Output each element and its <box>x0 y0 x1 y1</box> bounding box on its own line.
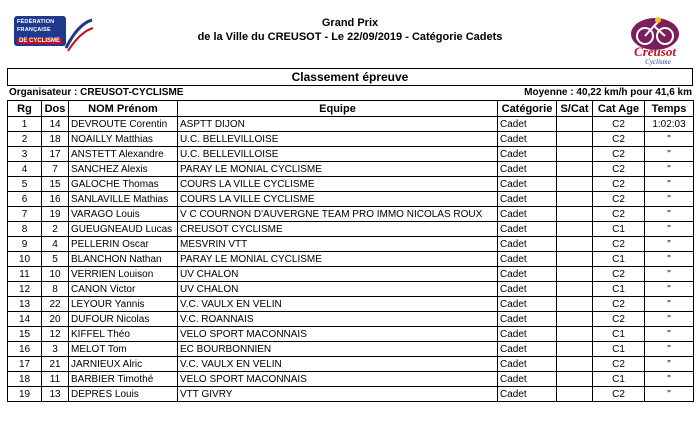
table-row <box>8 147 694 162</box>
cell-temps: " <box>645 177 694 192</box>
cell-temps: " <box>645 342 694 357</box>
cell-equipe: MESVRIN VTT <box>178 237 498 252</box>
section-title: Classement épreuve <box>7 68 693 86</box>
cell-temps: 1:02:03 <box>645 117 694 132</box>
cell-equipe: VELO SPORT MACONNAIS <box>178 372 498 387</box>
cell-scat <box>557 237 593 252</box>
cell-cat-age: C1 <box>593 282 645 297</box>
page-subtitle: de la Ville du CREUSOT - Le 22/09/2019 - Catégorie Cadets <box>197 31 503 43</box>
table-header-row <box>8 101 694 117</box>
cell-nom-prenom: NOAILLY Matthias <box>69 132 178 147</box>
ffc-logo-line: FRANÇAISE <box>17 27 51 33</box>
cell-nom-prenom: DUFOUR Nicolas <box>69 312 178 327</box>
cell-categorie: Cadet <box>498 387 557 402</box>
cell-cat-age: C2 <box>593 297 645 312</box>
cell-equipe: CREUSOT CYCLISME <box>178 222 498 237</box>
cell-rang: 15 <box>8 327 42 342</box>
table-row <box>8 192 694 207</box>
cell-rang: 19 <box>8 387 42 402</box>
table-row <box>8 327 694 342</box>
cell-dossard: 12 <box>42 327 69 342</box>
cell-scat <box>557 312 593 327</box>
cell-cat-age: C1 <box>593 342 645 357</box>
cell-rang: 8 <box>8 222 42 237</box>
cell-temps: " <box>645 372 694 387</box>
cell-cat-age: C2 <box>593 207 645 222</box>
cell-categorie: Cadet <box>498 222 557 237</box>
cell-scat <box>557 162 593 177</box>
cell-temps: " <box>645 162 694 177</box>
cell-rang: 3 <box>8 147 42 162</box>
cell-rang: 2 <box>8 132 42 147</box>
table-row <box>8 117 694 132</box>
cell-temps: " <box>645 252 694 267</box>
cell-categorie: Cadet <box>498 327 557 342</box>
cell-equipe: VELO SPORT MACONNAIS <box>178 327 498 342</box>
creusot-logo-text: Creusot <box>634 44 676 59</box>
moyenne-label: Moyenne : 40,22 km/h pour 41,6 km <box>524 87 692 98</box>
column-header-catage: Cat Age <box>593 101 645 117</box>
cell-rang: 14 <box>8 312 42 327</box>
cell-nom-prenom: BLANCHON Nathan <box>69 252 178 267</box>
cell-categorie: Cadet <box>498 357 557 372</box>
cell-cat-age: C2 <box>593 357 645 372</box>
cell-equipe: V.C. VAULX EN VELIN <box>178 297 498 312</box>
cell-categorie: Cadet <box>498 147 557 162</box>
cell-cat-age: C2 <box>593 387 645 402</box>
cell-dossard: 20 <box>42 312 69 327</box>
cell-rang: 17 <box>8 357 42 372</box>
cell-nom-prenom: GALOCHE Thomas <box>69 177 178 192</box>
cell-scat <box>557 207 593 222</box>
table-row <box>8 357 694 372</box>
cell-nom-prenom: CANON Victor <box>69 282 178 297</box>
cell-scat <box>557 117 593 132</box>
cell-cat-age: C2 <box>593 147 645 162</box>
cell-dossard: 5 <box>42 252 69 267</box>
cell-equipe: PARAY LE MONIAL CYCLISME <box>178 252 498 267</box>
cell-scat <box>557 222 593 237</box>
table-row <box>8 132 694 147</box>
cell-dossard: 7 <box>42 162 69 177</box>
cell-nom-prenom: ANSTETT Alexandre <box>69 147 178 162</box>
cell-categorie: Cadet <box>498 237 557 252</box>
cell-scat <box>557 342 593 357</box>
cell-categorie: Cadet <box>498 177 557 192</box>
cell-scat <box>557 357 593 372</box>
cell-nom-prenom: GUEUGNEAUD Lucas <box>69 222 178 237</box>
cell-nom-prenom: VARAGO Louis <box>69 207 178 222</box>
cell-categorie: Cadet <box>498 267 557 282</box>
cell-equipe: COURS LA VILLE CYCLISME <box>178 177 498 192</box>
table-row <box>8 387 694 402</box>
cell-categorie: Cadet <box>498 162 557 177</box>
cell-scat <box>557 387 593 402</box>
cell-cat-age: C1 <box>593 327 645 342</box>
cell-temps: " <box>645 222 694 237</box>
cell-dossard: 15 <box>42 177 69 192</box>
cell-equipe: EC BOURBONNIEN <box>178 342 498 357</box>
creusot-logo-subtext: Cyclisme <box>645 58 671 66</box>
cell-rang: 10 <box>8 252 42 267</box>
cell-dossard: 13 <box>42 387 69 402</box>
table-row <box>8 297 694 312</box>
cell-equipe: V C COURNON D'AUVERGNE TEAM PRO IMMO NICOLAS ROUX <box>178 207 498 222</box>
table-row <box>8 342 694 357</box>
cell-temps: " <box>645 357 694 372</box>
cell-temps: " <box>645 312 694 327</box>
cell-temps: " <box>645 147 694 162</box>
cell-scat <box>557 297 593 312</box>
cell-equipe: V.C. VAULX EN VELIN <box>178 357 498 372</box>
creusot-cyclisme-logo-icon <box>618 12 692 66</box>
cell-scat <box>557 147 593 162</box>
cell-nom-prenom: VERRIEN Louison <box>69 267 178 282</box>
cell-equipe: UV CHALON <box>178 267 498 282</box>
cell-rang: 11 <box>8 267 42 282</box>
cell-scat <box>557 132 593 147</box>
cell-dossard: 16 <box>42 192 69 207</box>
cell-dossard: 8 <box>42 282 69 297</box>
table-row <box>8 312 694 327</box>
cell-dossard: 19 <box>42 207 69 222</box>
cell-rang: 1 <box>8 117 42 132</box>
cell-cat-age: C2 <box>593 237 645 252</box>
cell-temps: " <box>645 237 694 252</box>
cell-scat <box>557 267 593 282</box>
column-header-scat: S/Cat <box>557 101 593 117</box>
cell-scat <box>557 327 593 342</box>
ffc-logo-line: DE CYCLISME <box>19 38 61 44</box>
cell-nom-prenom: LEYOUR Yannis <box>69 297 178 312</box>
cell-nom-prenom: SANLAVILLE Mathias <box>69 192 178 207</box>
cell-categorie: Cadet <box>498 117 557 132</box>
cell-categorie: Cadet <box>498 252 557 267</box>
cell-equipe: U.C. BELLEVILLOISE <box>178 132 498 147</box>
cell-categorie: Cadet <box>498 192 557 207</box>
cell-dossard: 10 <box>42 267 69 282</box>
cell-equipe: UV CHALON <box>178 282 498 297</box>
table-row <box>8 222 694 237</box>
cell-categorie: Cadet <box>498 207 557 222</box>
table-row <box>8 372 694 387</box>
cell-categorie: Cadet <box>498 372 557 387</box>
cell-cat-age: C2 <box>593 312 645 327</box>
cell-cat-age: C2 <box>593 192 645 207</box>
cell-rang: 6 <box>8 192 42 207</box>
cell-dossard: 3 <box>42 342 69 357</box>
cell-equipe: V.C. ROANNAIS <box>178 312 498 327</box>
column-header-equipe: Equipe <box>178 101 498 117</box>
column-header-temps: Temps <box>645 101 694 117</box>
cell-rang: 12 <box>8 282 42 297</box>
cell-equipe: PARAY LE MONIAL CYCLISME <box>178 162 498 177</box>
cell-dossard: 18 <box>42 132 69 147</box>
organisateur-label: Organisateur : CREUSOT-CYCLISME <box>9 87 184 98</box>
cell-temps: " <box>645 282 694 297</box>
cell-dossard: 11 <box>42 372 69 387</box>
cell-dossard: 14 <box>42 117 69 132</box>
cell-temps: " <box>645 132 694 147</box>
table-row <box>8 282 694 297</box>
cell-equipe: U.C. BELLEVILLOISE <box>178 147 498 162</box>
cell-dossard: 22 <box>42 297 69 312</box>
cell-temps: " <box>645 267 694 282</box>
cell-temps: " <box>645 192 694 207</box>
cell-cat-age: C2 <box>593 177 645 192</box>
cell-scat <box>557 282 593 297</box>
cell-dossard: 2 <box>42 222 69 237</box>
column-header-nom: NOM Prénom <box>69 101 178 117</box>
cell-cat-age: C2 <box>593 117 645 132</box>
cell-rang: 16 <box>8 342 42 357</box>
cell-equipe: ASPTT DIJON <box>178 117 498 132</box>
cell-scat <box>557 177 593 192</box>
cell-cat-age: C1 <box>593 252 645 267</box>
cell-temps: " <box>645 297 694 312</box>
column-header-rg: Rg <box>8 101 42 117</box>
cell-temps: " <box>645 387 694 402</box>
cell-equipe: COURS LA VILLE CYCLISME <box>178 192 498 207</box>
cell-rang: 4 <box>8 162 42 177</box>
table-row <box>8 207 694 222</box>
cell-dossard: 17 <box>42 147 69 162</box>
cell-nom-prenom: DEVROUTE Corentin <box>69 117 178 132</box>
table-row <box>8 162 694 177</box>
cell-cat-age: C1 <box>593 222 645 237</box>
cell-nom-prenom: SANCHEZ Alexis <box>69 162 178 177</box>
cell-rang: 7 <box>8 207 42 222</box>
table-row <box>8 252 694 267</box>
cell-temps: " <box>645 327 694 342</box>
cell-dossard: 21 <box>42 357 69 372</box>
cell-categorie: Cadet <box>498 282 557 297</box>
table-row <box>8 267 694 282</box>
cell-cat-age: C1 <box>593 372 645 387</box>
cell-rang: 18 <box>8 372 42 387</box>
cell-rang: 13 <box>8 297 42 312</box>
cell-categorie: Cadet <box>498 297 557 312</box>
column-header-categorie: Catégorie <box>498 101 557 117</box>
cell-equipe: VTT GIVRY <box>178 387 498 402</box>
cell-categorie: Cadet <box>498 132 557 147</box>
cell-cat-age: C2 <box>593 132 645 147</box>
cell-temps: " <box>645 207 694 222</box>
cell-cat-age: C2 <box>593 162 645 177</box>
cell-nom-prenom: KIFFEL Théo <box>69 327 178 342</box>
cell-scat <box>557 252 593 267</box>
cell-dossard: 4 <box>42 237 69 252</box>
results-table <box>7 100 694 402</box>
cell-rang: 5 <box>8 177 42 192</box>
cell-rang: 9 <box>8 237 42 252</box>
cell-categorie: Cadet <box>498 312 557 327</box>
cell-nom-prenom: PELLERIN Oscar <box>69 237 178 252</box>
cell-nom-prenom: JARNIEUX Alric <box>69 357 178 372</box>
ffc-logo-line: FÉDÉRATION <box>17 19 55 25</box>
cell-cat-age: C2 <box>593 267 645 282</box>
cell-nom-prenom: BARBIER Timothé <box>69 372 178 387</box>
cell-categorie: Cadet <box>498 342 557 357</box>
cell-scat <box>557 372 593 387</box>
cell-scat <box>557 192 593 207</box>
table-row <box>8 237 694 252</box>
results-body <box>8 117 694 402</box>
table-row <box>8 177 694 192</box>
cell-nom-prenom: DEPRES Louis <box>69 387 178 402</box>
page-title: Grand Prix <box>321 17 379 29</box>
column-header-dos: Dos <box>42 101 69 117</box>
cell-nom-prenom: MELOT Tom <box>69 342 178 357</box>
